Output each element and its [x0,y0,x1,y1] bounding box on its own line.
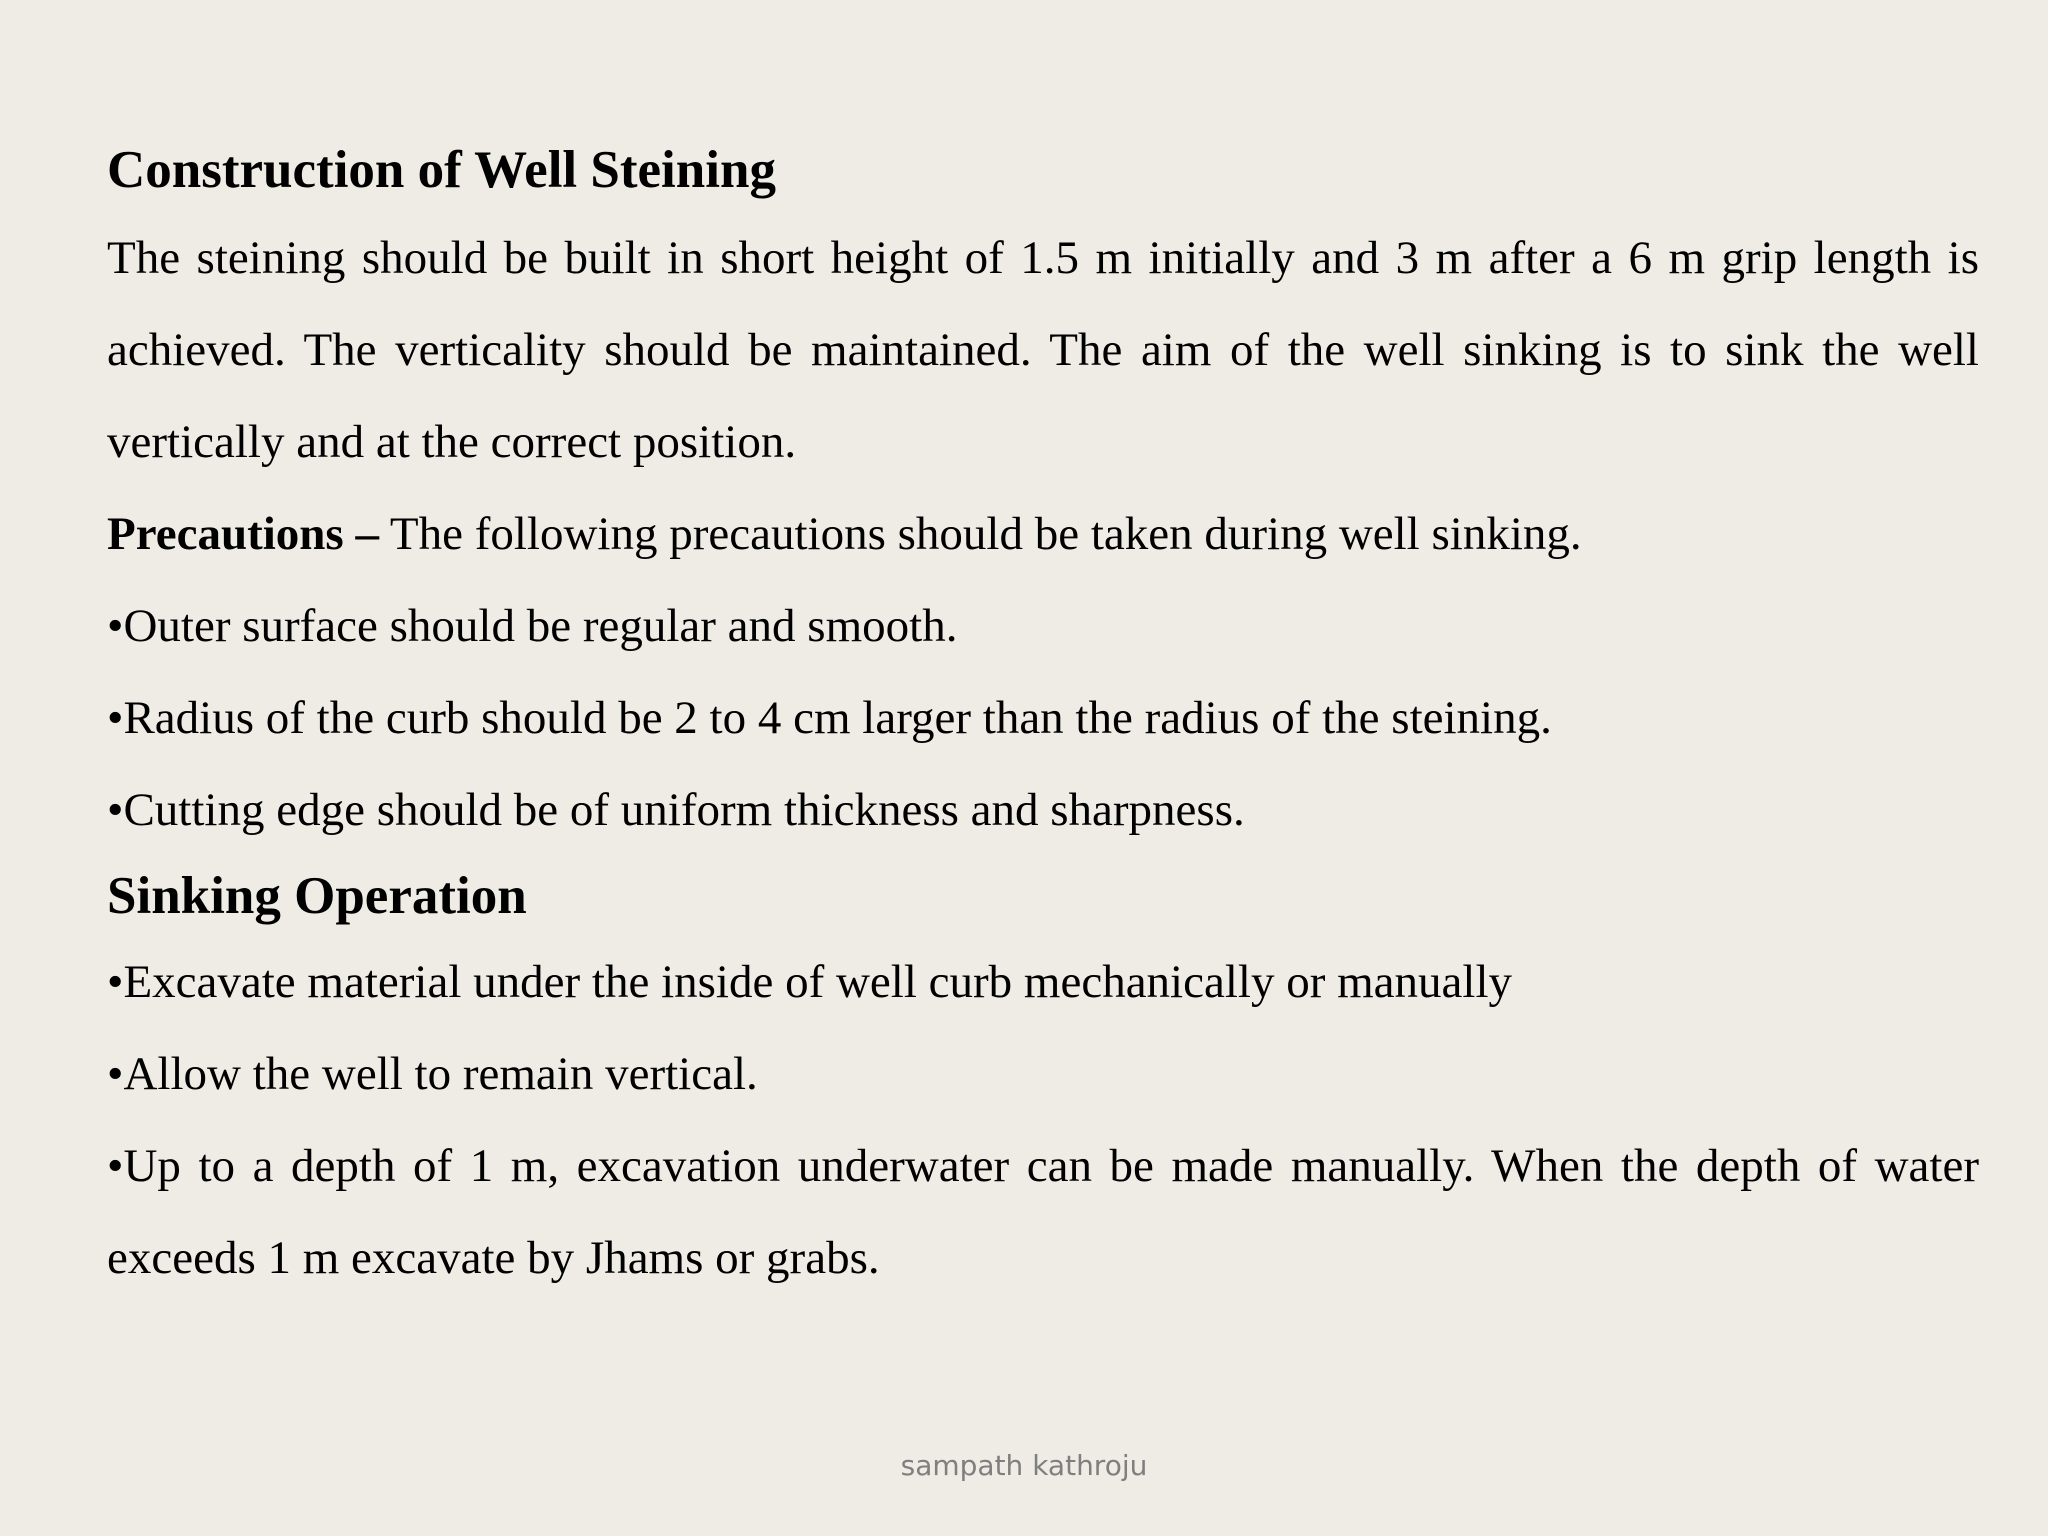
precautions-label: Precautions – [107,508,379,560]
bullet-item: •Radius of the curb should be 2 to 4 cm larger than the radius of the steining. [107,692,1552,744]
bullet-item: •Excavate material under the inside of well curb mechanically or manually [107,956,1512,1008]
precautions-text: The following precautions should be taken during well sinking. [378,508,1582,560]
section-title-construction: Construction of Well Steining [107,141,776,199]
bullet-item: •Cutting edge should be of uniform thickness and sharpness. [107,784,1245,836]
section-title-sinking: Sinking Operation [107,867,527,925]
bullet-item: •Allow the well to remain vertical. [107,1048,758,1100]
paragraph-steining: The steining should be built in short height of 1.5 m initially and 3 m after a 6 m grip length is achieved. The verticality should be maintained. The aim of the well sinking is to sink the well vertically and at the correct position. [107,232,1979,468]
bullet-item-depth: •Up to a depth of 1 m, excavation underwater can be made manually. When the depth of water exceeds 1 m excavate by Jhams or grabs. [107,1140,1979,1284]
bullet-item: •Outer surface should be regular and smooth. [107,600,958,652]
footer-author: sampath kathroju [900,1449,1148,1482]
slide-content [107,138,1979,1304]
precautions-line [107,488,1979,580]
